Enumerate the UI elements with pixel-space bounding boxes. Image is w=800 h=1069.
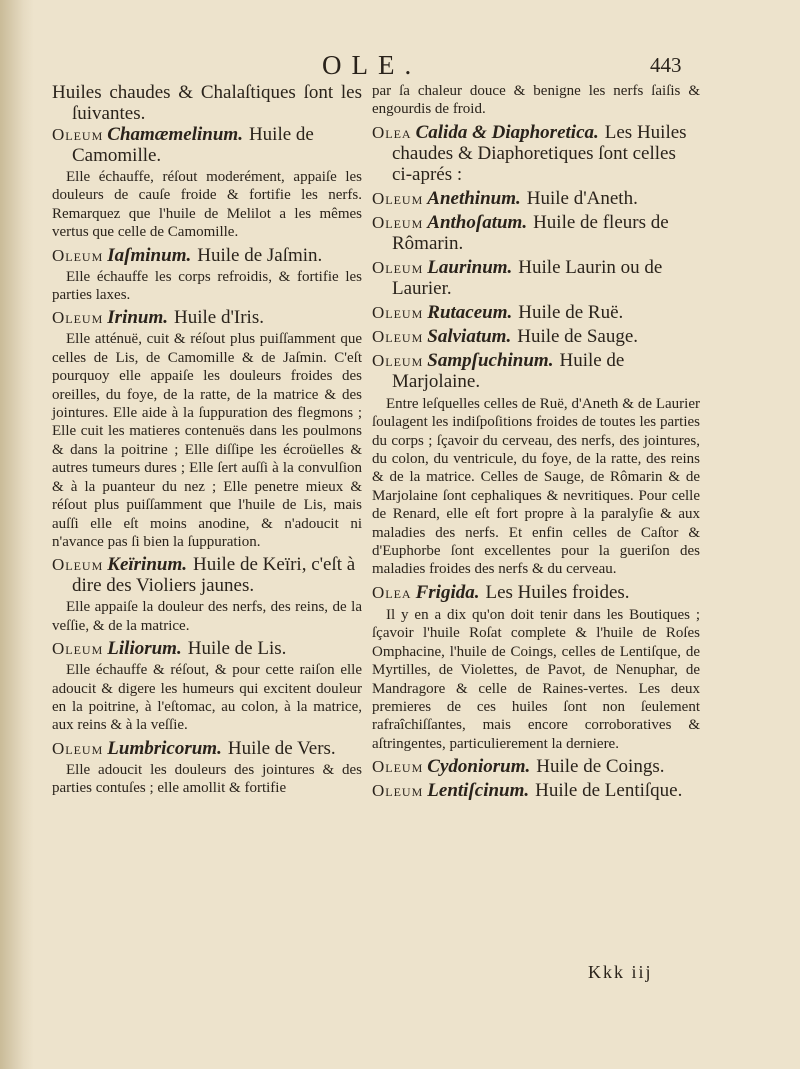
entry-salviatum — [372, 326, 700, 347]
entry-iasminum — [52, 245, 362, 305]
entry-heading: Oleum Cydoniorum. Huile de Coings. — [372, 756, 665, 778]
entry-heading: Oleum Keïrinum. Huile de Keïri, c'eſt à dire des Violiers jaunes. — [52, 554, 356, 597]
entry-lumbricorum — [52, 738, 362, 798]
entry-heading: Oleum Liliorum. Huile de Lis. — [52, 638, 287, 660]
paragraph-cold-oils: Il y en a dix qu'on doit tenir dans les Boutiques ; ſçavoir l'huile Roſat complete & l'huile de Roſes Omphacine, l'huile de Coings, celles de Lentiſque, de Myrtilles, de Violettes, de Pavot, de Nenuphar, de Mandragore & celle de Raines-vertes. Les deux premieres de ces huiles ſont non ſeulement rafraîchiſſantes, mais encore corroboratives & aſtringentes, particulierement la derniere. — [372, 606, 700, 752]
entry-frigida — [372, 582, 700, 603]
entry-chamaemelinum — [52, 124, 362, 242]
entry-anethinum — [372, 188, 700, 209]
entry-heading: Oleum Chamæmelinum. Huile de Camomille. — [52, 124, 314, 166]
entry-text: Elle appaiſe la douleur des nerfs, des reins, de la veſſie, & de la matrice. — [52, 599, 362, 634]
left-column — [52, 82, 362, 801]
entry-heading: Oleum Rutaceum. Huile de Ruë. — [372, 301, 624, 323]
entry-cydoniorum — [372, 756, 700, 777]
entry-heading: Oleum Iaſminum. Huile de Jaſmin. — [52, 244, 323, 266]
entry-sampsuchinum — [372, 350, 700, 392]
entry-heading: Oleum Anethinum. Huile d'Aneth. — [372, 187, 638, 209]
entry-laurinum — [372, 257, 700, 299]
entry-anthosatum — [372, 212, 700, 254]
entry-liliorum — [52, 638, 362, 735]
running-head — [0, 50, 800, 84]
section-intro: Huiles chaudes & Chalaſtiques ſont les ſuivantes. — [52, 82, 362, 124]
entry-heading: Oleum Anthoſatum. Huile de fleurs de Rômarin. — [372, 211, 669, 254]
entry-heading: Olea Calida & Diaphoretica. Les Huiles chaudes & Diaphoretiques ſont celles ci-aprés : — [372, 121, 687, 185]
entry-text: Elle adoucit les douleurs des jointures & des parties contuſes ; elle amollit & fortifie — [52, 761, 362, 797]
entry-rutaceum — [372, 302, 700, 323]
entry-heading: Oleum Irinum. Huile d'Iris. — [52, 307, 264, 329]
entry-heading: Olea Frigida. Les Huiles froides. — [372, 581, 630, 603]
right-column — [372, 82, 700, 804]
entry-keirinum — [52, 554, 362, 635]
entry-text: Elle échauffe & réſout, & pour cette raiſon elle adoucit & digere les humeurs qui excitent douleur en la poitrine, à l'eſtomac, au colon, à la matrice, aux reins & à la veſſie. — [52, 662, 362, 734]
entry-heading: Oleum Laurinum. Huile Laurin ou de Laurier. — [372, 256, 663, 299]
entry-calida — [372, 122, 700, 185]
continuation-text: par ſa chaleur douce & benigne les nerfs ſaiſis & engourdis de froid. — [372, 83, 700, 118]
entry-heading: Oleum Salviatum. Huile de Sauge. — [372, 325, 639, 347]
signature-mark: Kkk iij — [588, 962, 653, 982]
entry-text: Elle échauffe les corps refroidis, & fortifie les parties laxes. — [52, 268, 362, 304]
entry-heading: Oleum Lentiſcinum. Huile de Lentiſque. — [372, 780, 683, 802]
entry-lentiscinum — [372, 780, 700, 801]
entry-heading: Oleum Sampſuchinum. Huile de Marjolaine. — [372, 349, 625, 392]
entry-irinum — [52, 307, 362, 551]
entry-text: Elle atténuë, cuit & réſout plus puiſſamment que celles de Lis, de Camomille & de Jaſmin. C'eſt pourquoy elle appaiſe les douleurs froides des oreilles, du foye, de la ratte, de la matrice & des jointures. Elle aide à la ſuppuration des flegmons ; Elle cuit les matieres contenuës dans les poulmons & dans la poitrine ; Elle diſſipe les écroüelles & autres tumeurs dures ; Elle ſert auſſi à la convulſion & à la puanteur du nez ; Elle penetre mieux & réſout plus puiſſamment que l'huile de Lis, mais auſſi elle eſt moins anodine, & n'adoucit ni n'avance pas ſi bien la ſuppuration. — [52, 331, 362, 550]
entry-text: Elle échauffe, réſout moderément, appaiſe les douleurs de cauſe froide & fortifie les nerfs. Remarquez que l'huile de Melilot a les mêmes vertus que celle de Camomille. — [52, 169, 362, 241]
page-title: OLE. — [322, 50, 422, 80]
page-number: 443 — [650, 53, 682, 77]
paragraph-hot-oils: Entre leſquelles celles de Ruë, d'Aneth & de Laurier ſoulagent les indiſpoſitions froides de toutes les parties du corps ; ſçavoir du cerveau, des nerfs, des jointures, du colon, du ventricule, du foye, de la ratte, des reins & de la matrice. Celles de Sauge, de Rômarin & de Marjolaine ſont cephaliques & nevritiques. Pour celle de Renard, elle eſt fort propre à la paralyſie & aux maladies des nerfs. Et enfin celles de Caſtor & d'Euphorbe ſont excellentes pour la gueriſon des maladies froides des nerfs & du cerveau. — [372, 395, 700, 578]
entry-heading: Oleum Lumbricorum. Huile de Vers. — [52, 737, 336, 759]
